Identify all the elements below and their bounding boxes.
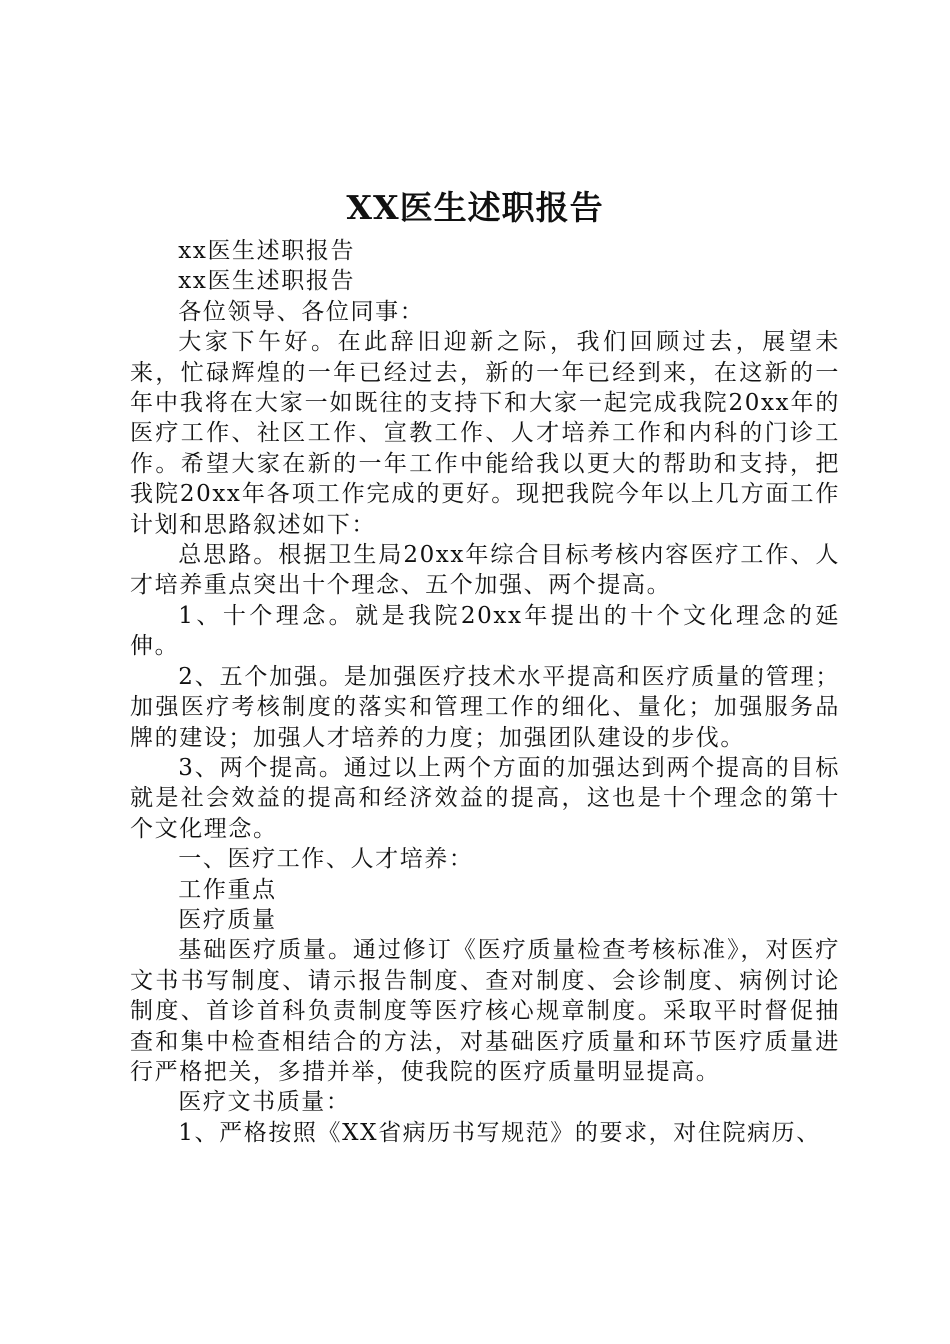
paragraph: 基础医疗质量。通过修订《医疗质量检查考核标准》，对医疗文书书写制度、请示报告制度、查对制度、会诊制度、病例讨论制度、首诊首科负责制度等医疗核心规章制度。采取平时督促抽查和集中检查相结合的方法，对基础医疗质量和环节医疗质量进行严格把关，多措并举，使我院的医疗质量明显提高。 [130,937,840,1085]
paragraph: 3、两个提高。通过以上两个方面的加强达到两个提高的目标就是社会效益的提高和经济效益的提高，这也是十个理念的第十个文化理念。 [130,754,840,842]
paragraph: xx医生述职报告 [178,268,356,295]
subheading: 医疗质量 [178,906,277,933]
paragraph: 总思路。根据卫生局20xx年综合目标考核内容医疗工作、人才培养重点突出十个理念、五个加强、两个提高。 [130,542,840,599]
subheading: 医疗文书质量： [178,1089,351,1116]
document-title: XX医生述职报告 [346,188,604,227]
document-body [130,236,840,1148]
paragraph: 1、十个理念。就是我院20xx年提出的十个文化理念的延伸。 [130,602,840,660]
subheading: 工作重点 [178,876,277,903]
paragraph: 1、严格按照《XX省病历书写规范》的要求，对住院病历、 [178,1119,821,1146]
paragraph: 各位领导、各位同事： [178,298,425,325]
section-heading: 一、医疗工作、人才培养： [178,846,474,873]
paragraph: 大家下午好。在此辞旧迎新之际，我们回顾过去，展望未来，忙碌辉煌的一年已经过去，新的一年已经到来，在这新的一年中我将在大家一如既往的支持下和大家一起完成我院20xx年的医疗工作、社区工作、宣教工作、人才培养工作和内科的门诊工作。希望大家在新的一年工作中能给我以更大的帮助和支持，把我院20xx年各项工作完成的更好。现把我院今年以上几方面工作计划和思路叙述如下： [130,329,840,538]
paragraph: 2、五个加强。是加强医疗技术水平提高和医疗质量的管理；加强医疗考核制度的落实和管理工作的细化、量化；加强服务品牌的建设；加强人才培养的力度；加强团队建设的步伐。 [130,663,840,751]
paragraph: xx医生述职报告 [178,238,356,264]
